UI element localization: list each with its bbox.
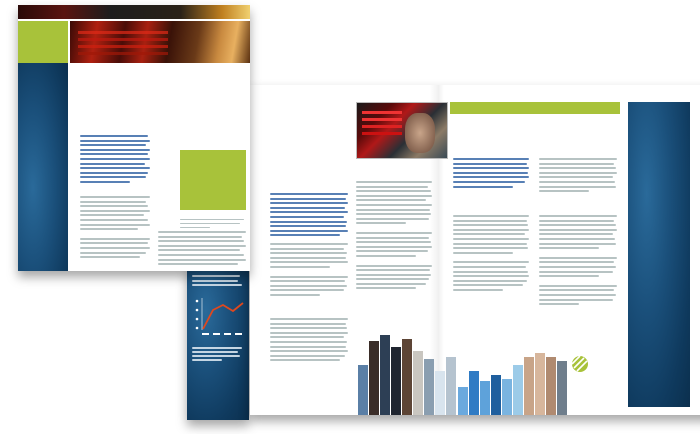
chart-x-axis xyxy=(180,211,246,217)
cover-col2-body xyxy=(158,231,246,268)
cover-intro xyxy=(80,135,150,186)
spread-left-intro xyxy=(270,193,348,239)
spread-left-col1-body2 xyxy=(270,318,348,364)
cover-nav-bar xyxy=(18,5,250,19)
cover-body xyxy=(80,196,150,261)
spread-right-col1-body xyxy=(453,215,530,294)
tax-deferred-chart xyxy=(180,150,246,210)
chart-caption xyxy=(180,219,246,230)
line-chart xyxy=(193,295,247,340)
company-logo xyxy=(540,355,620,379)
back-panel-caption xyxy=(192,347,244,363)
spread-right-intro xyxy=(453,158,530,190)
cover-hero-photo xyxy=(70,21,250,63)
back-panel-intro xyxy=(192,275,244,289)
back-panel xyxy=(187,265,249,420)
spread-right-col2-body xyxy=(539,158,617,195)
spread-left-col2-body xyxy=(356,181,432,292)
cover-page xyxy=(18,5,250,271)
winners-losers-sidebar xyxy=(628,102,690,407)
quarter-box xyxy=(18,21,68,63)
chart-y-axis xyxy=(158,150,179,210)
bar-chart-svg xyxy=(180,150,246,210)
spread-right-col2-body2 xyxy=(539,215,617,308)
inner-spread xyxy=(250,85,700,415)
in-this-issue-panel xyxy=(18,63,68,271)
trading-photo xyxy=(356,102,448,159)
spread-left-col1-body xyxy=(270,243,348,299)
logo-stripes-icon xyxy=(571,355,589,373)
masthead-band xyxy=(450,102,620,114)
